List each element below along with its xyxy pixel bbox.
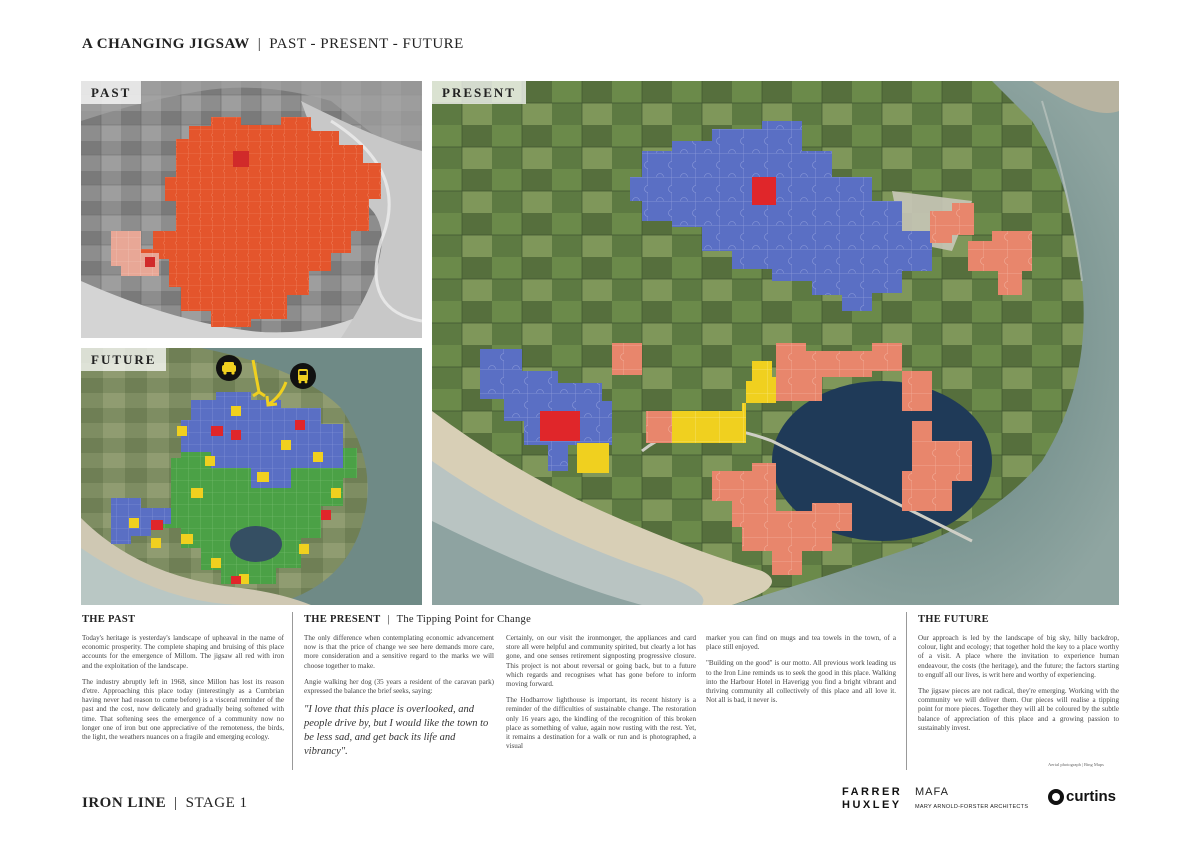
future-paragraph: Our approach is led by the landscape of big sky, hilly backdrop, colour, light and ecology; that together hold the key to a place worthy of a visit. A place where the invitation to experience human endeavour, the costs (the heritage), and the future; the factors starting to engulf all our lives, is writ here and worthy of experiencing. [918, 634, 1119, 679]
present-paragraph: The only difference when contemplating economic advancement now is that the price of change we see here demands more care, more consideration and a sensitive regard to the marks we will choose together to make. [304, 634, 494, 670]
present-heading: THE PRESENT [304, 614, 381, 625]
sheet-subtitle: PAST - PRESENT - FUTURE [269, 36, 464, 52]
curtins-logo [1048, 788, 1116, 805]
present-text-col2 [506, 634, 696, 758]
column-divider [292, 612, 293, 770]
bus-icon [290, 363, 316, 389]
past-paragraph: Today's heritage is yesterday's landscape of upheaval in the name of economic prosperity. The complete shaping and bruising of this place accounts for the emergence of Millom. The jigsaw all red with iron and the exploitation of the landscape. [82, 634, 284, 670]
present-heading-line [304, 614, 531, 625]
present-paragraph: Certainly, on our visit the ironmonger, the appliances and card store all were helpful and community spirited, but clearly a lot has gone, and one senses retirement signposting progressive closure. This project is not about reversal or going back, but to a future which regards and recognises what has gone before to inform moving forward. [506, 634, 696, 689]
present-subheading: The Tipping Point for Change [396, 614, 532, 625]
farrer-huxley-logo [842, 786, 902, 812]
present-paragraph: Angie walking her dog (35 years a resident of the caravan park) expressed the balance the brief seeks, saying: [304, 677, 494, 696]
farrer-logo-line2: HUXLEY [842, 799, 902, 811]
present-text-col1 [304, 634, 494, 766]
footer-separator: | [174, 795, 178, 811]
present-paragraph: "Building on the good" is our motto. All previous work leading us to the Iron Line reminds us to seek the good in this place. Walking into the Harbour Hotel in Haverigg you find a bright vibrant and thriving community all collectively of this place and all love it. Not all is bad, it never is. [706, 659, 896, 705]
future-heading: THE FUTURE [918, 614, 989, 625]
resident-quote: "I love that this place is overlooked, and people drive by, but I would like the town to be less sad, and get back its life and vibrancy". [304, 704, 489, 758]
present-paragraph: The Hodbarrow lighthouse is important, its recent history is a reminder of the difficulties of sustainable change. The restoration only 16 years ago, the kindling of the recognition of this broken place as something of value, again now rusting with the rest. Yet, it remains a destination for a walk or run and is photographed, a visual [506, 696, 696, 751]
car-icon [216, 355, 242, 381]
future-aerial-map [81, 348, 422, 605]
curtins-mark-icon [1048, 789, 1064, 805]
header-separator: | [257, 36, 262, 52]
past-panel-label: PAST [81, 81, 141, 104]
past-aerial-map [81, 81, 422, 338]
mafa-logo-subtitle: MARY ARNOLD-FORSTER ARCHITECTS [915, 804, 1029, 810]
future-text [918, 634, 1119, 740]
present-paragraph: marker you can find on mugs and tea towels in the town, of a place still enjoyed. [706, 634, 896, 652]
present-map-panel [432, 81, 1119, 605]
future-panel-label: FUTURE [81, 348, 166, 371]
farrer-logo-line1: FARRER [842, 786, 903, 798]
project-name: IRON LINE [82, 795, 167, 811]
sheet-footer [82, 795, 248, 812]
past-map-panel [81, 81, 422, 338]
past-paragraph: The industry abruptly left in 1968, since Millon has lost its reason d'etre. Approaching this place today (interestingly as a Cumbrian having never had reason to come before) is a visceral reminder of the past and the cost, now delicately and gradually being softened with time. That softening sees the emergence of a community now no longer one of iron but one appreciative of the remoteness, the birds, the light, the weathers nuances on a fragile and emerging ecology. [82, 677, 284, 742]
future-map-panel [81, 348, 422, 605]
present-heading-separator: | [387, 614, 390, 625]
sheet-title: A CHANGING JIGSAW [82, 36, 250, 52]
present-text-col3 [706, 634, 896, 712]
sheet-header [82, 36, 464, 53]
future-paragraph: The jigsaw pieces are not radical, they're emerging. Working with the community we will deliver them. Our pieces will realise a tipping point for more pieces. Together they will all be coloured by the subtle balance of appreciation of this place and a growing passion to sustainably invest. [918, 687, 1119, 732]
mafa-logo-name: MAFA [915, 786, 949, 798]
present-panel-label: PRESENT [432, 81, 526, 104]
past-text [82, 634, 284, 749]
past-heading: THE PAST [82, 614, 136, 625]
present-aerial-map [432, 81, 1119, 605]
project-stage: STAGE 1 [185, 795, 248, 811]
curtins-logo-text: curtins [1066, 788, 1117, 805]
column-divider [906, 612, 907, 770]
photo-credit: Aerial photograph | Bing Maps [1048, 762, 1104, 767]
mafa-logo [915, 786, 1028, 810]
